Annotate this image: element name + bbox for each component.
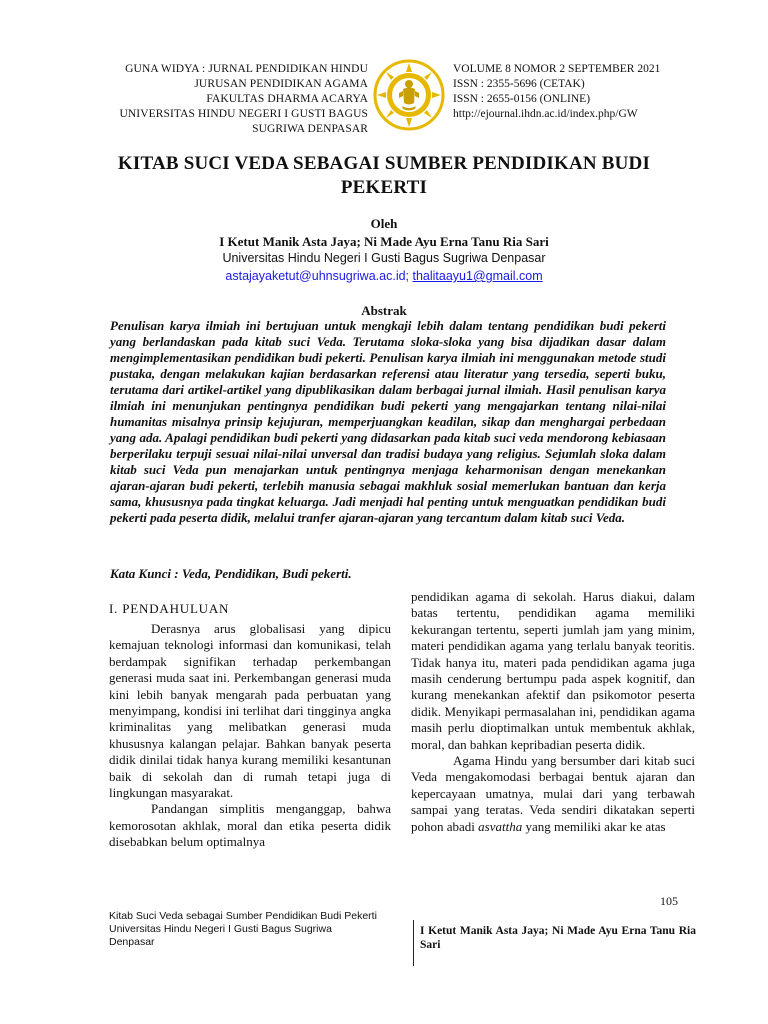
footer-article-title: Kitab Suci Veda sebagai Sumber Pendidikan Budi Pekerti [109,910,377,922]
footer-authors: I Ketut Manik Asta Jaya; Ni Made Ayu Erna Tanu Ria Sari [420,925,696,951]
keywords: Kata Kunci : Veda, Pendidikan, Budi pekerti. [110,566,352,581]
issn-print: ISSN : 2355-5696 (CETAK) [453,78,585,90]
author-names: I Ketut Manik Asta Jaya; Ni Made Ayu Erna Tanu Ria Sari [219,234,549,249]
italic-term: asvattha [478,818,523,834]
paragraph-text: yang memiliki akar ke atas [525,818,666,834]
email-1[interactable]: astajayaketut@uhnsugriwa.ac.id; [225,269,410,283]
body-column-left [109,621,391,851]
by-label: Oleh [370,216,398,231]
page-number: 105 [660,894,678,908]
article-title: KITAB SUCI VEDA SEBAGAI SUMBER PENDIDIKAN BUDI PEKERTI [117,153,651,198]
paragraph [411,753,695,835]
footer-university: Universitas Hindu Negeri I Gusti Bagus Sugriwa [109,923,332,935]
volume-info: VOLUME 8 NOMOR 2 SEPTEMBER 2021 [453,63,661,75]
section-heading-introduction: I. PENDAHULUAN [109,601,230,616]
university-line-2: SUGRIWA DENPASAR [252,123,368,135]
journal-url[interactable]: http://ejournal.ihdn.ac.id/index.php/GW [453,108,638,120]
journal-header-right [453,62,723,122]
email-2[interactable]: thalitaayu1@gmail.com [412,269,543,283]
paragraph: Derasnya arus globalisasi yang dipicu kemajuan teknologi informasi dan komunikasi, telah berdampak signifikan terhadap perkembangan generasi muda saat ini. Perkembangan generasi muda kini lebih banyak mengarah pada perbuatan yang menyimpang, kondisi ini terlihat dari tingginya angka kriminalitas yang melibatkan generasi muda khususnya kalangan pelajar. Bahkan banyak peserta didik dinilai tidak hanya kurang memiliki kesantunan baik di sekolah dan di rumah tetapi juga di lingkungan masyarakat. [109,621,391,801]
journal-header-left [86,62,368,137]
footer-left [109,910,409,949]
paragraph-text: Agama Hindu yang bersumber dari kitab suci Veda mengakomodasi berbagai bentuk ajaran dan kepercayaan umatnya, mulai dari yang terbawah sampai yang teratas. Veda sendiri dikatakan seperti pohon abadi [411,753,695,834]
affiliation: Universitas Hindu Negeri I Gusti Bagus Sugriwa Denpasar [222,251,546,265]
issn-online: ISSN : 2655-0156 (ONLINE) [453,93,591,105]
journal-name: GUNA WIDYA : JURNAL PENDIDIKAN HINDU [125,63,368,75]
faculty: FAKULTAS DHARMA ACARYA [206,93,368,105]
footer-city: Denpasar [109,936,155,948]
abstract-heading: Abstrak [361,303,407,318]
author-emails [100,269,668,283]
abstract-text: Penulisan karya ilmiah ini bertujuan untuk mengkaji lebih dalam tentang pendidikan budi pekerti yang berlandaskan pada kitab suci Veda. Terutama sloka-sloka yang bisa dijadikan dasar dalam mengimplementasikan pendidikan budi pekerti. Penulisan karya ilmiah ini menggunakan metode studi pustaka, dengan melakukan kajian berdasarkan referensi atau literatur yang tersedia, seperti buku, terutama dari artikel-artikel yang dipublikasikan dalam berbagai jurnal ilmiah. Hasil penulisan karya ilmiah ini menunjukan pentingnya pendidikan budi pekerti yang mengajarkan tentang nilai-nilai humanitas misalnya prinsip kejujuran, memperjuangkan keadilan, sikap dan menghargai perbedaan yang ada. Apalagi pendidikan budi pekerti yang didasarkan pada kitab suci veda mendorong kebiasaan berperilaku terpuji sesuai nilai-nilai unversal dan tradisi budaya yang religius. Sejumlah sloka dalam kitab suci Veda pun menajarkan untuk pentingnya menjaga keharmonisan dengan menekankan ajaran-ajaran budi pekerti, terlebih manusia sebagai makhluk sosial memerlukan bantuan dan kerja sama, khususnya pada tingkat keluarga. Jadi menjadi hal penting untuk menguatkan pendidikan budi pekerti pada peserta didik, melalui tranfer ajaran-ajaran yang tercantum dalam kitab suci Veda. [110,318,666,525]
body-column-right [411,589,695,835]
university-logo-icon [372,58,446,132]
footer-divider [413,920,414,966]
university-line-1: UNIVERSITAS HINDU NEGERI I GUSTI BAGUS [119,108,368,120]
paragraph: pendidikan agama di sekolah. Harus diakui, dalam batas tertentu, pendidikan agama memiliki kekurangan tertentu, seperti jumlah jam yang minim, materi pendidikan agama yang terlalu banyak teoritis. Tidak hanya itu, materi pada pendidikan agama juga masih cenderung bertumpu pada aspek kognitif, dan kurang menekankan afektif dan psikomotor peserta didik. Menyikapi permasalahan ini, pendidikan agama masih perlu dioptimalkan untuk membentuk akhlak, moral, dan bahkan kepribadian peserta didik. [411,589,695,752]
department: JURUSAN PENDIDIKAN AGAMA [194,78,368,90]
paragraph: Pandangan simplitis menganggap, bahwa kemorosotan akhlak, moral dan etika peserta didik disebabkan belum optimalnya [109,801,391,850]
